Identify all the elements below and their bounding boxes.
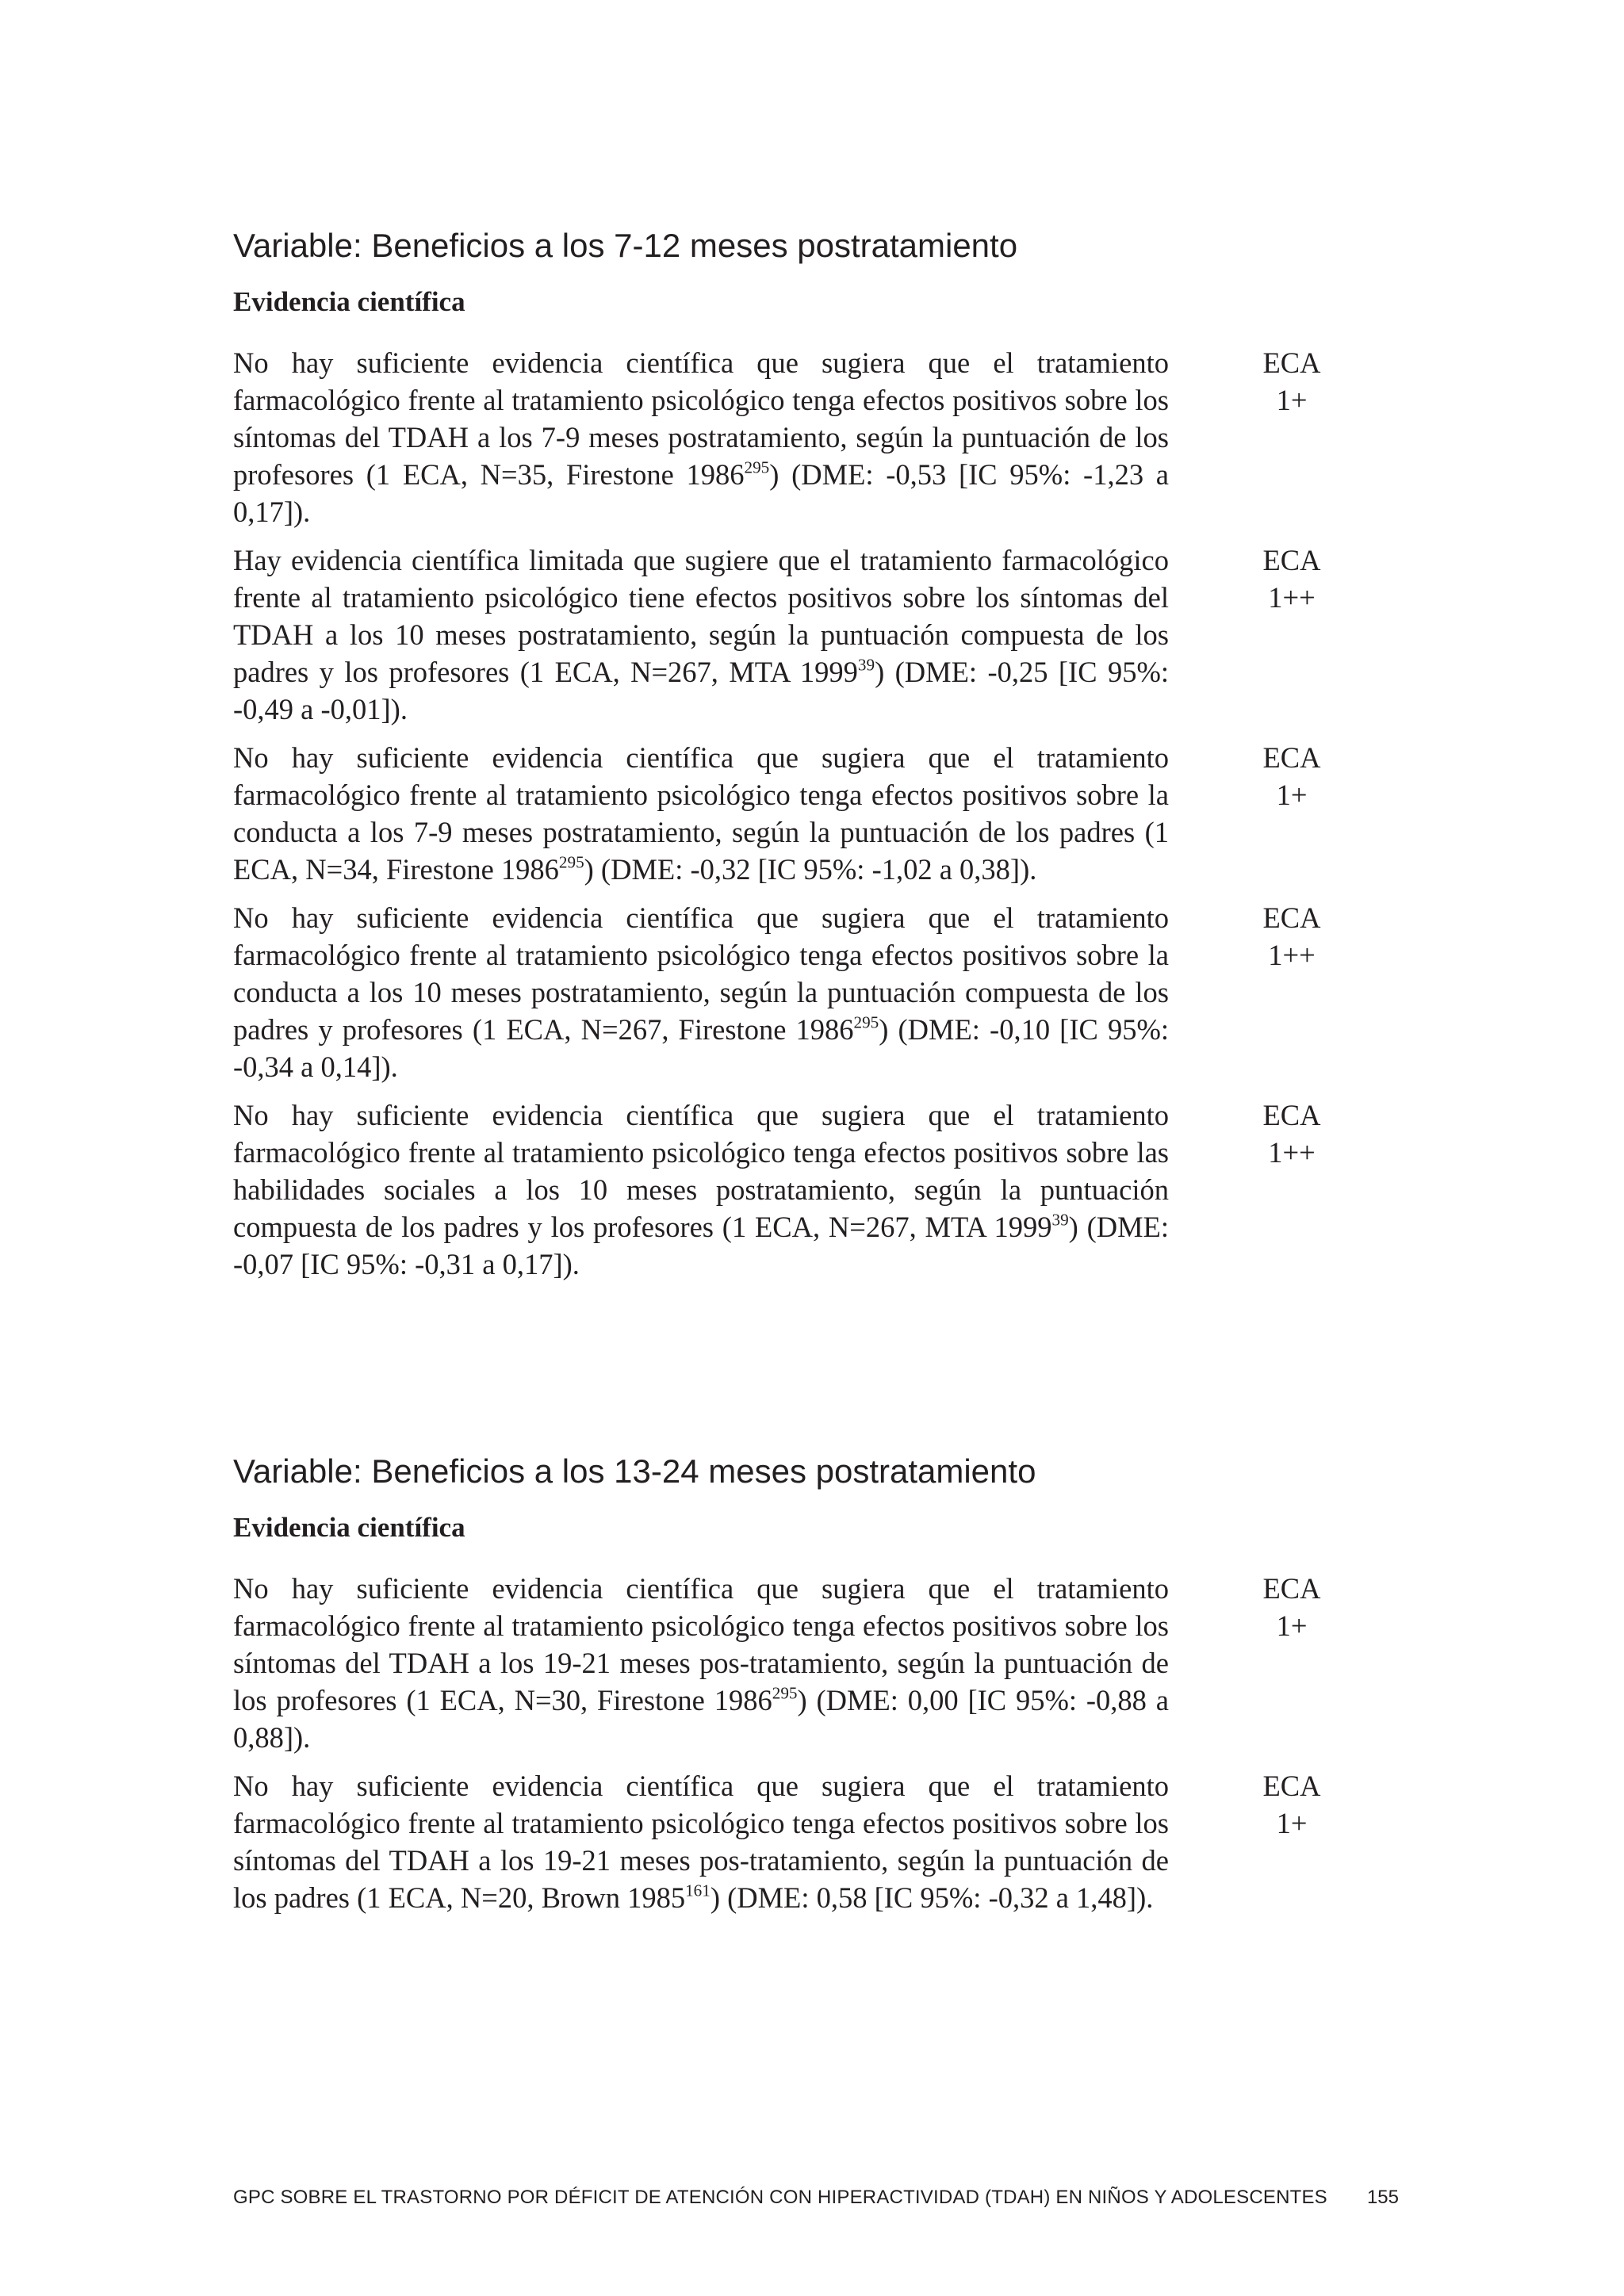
evidence-level: ECA 1++ (1262, 901, 1321, 971)
evidence-text: No hay suficiente evidencia científica que sugiera que el tratamiento farmacológico frente al tratamiento psicológico tenga efectos positivos sobre la conducta a los 7-9 meses postratamiento, según la puntuación de los padres (1 ECA, N=34, Firestone 1986$^{295}$) (DME: -0,32 [IC 95%: -1,02 a 0,38]). (233, 741, 1169, 886)
evidence-level: ECA 1++ (1262, 1099, 1321, 1169)
evidence-entry (233, 899, 1359, 1085)
footer-title: GPC SOBRE EL TRASTORNO POR DÉFICIT DE ATENCIÓN CON HIPERACTIVIDAD (TDAH) EN NIÑOS Y ADOLESCENTES (233, 2187, 1327, 2208)
reference-number: 39 (1051, 1210, 1069, 1230)
evidence-level: ECA 1+ (1262, 346, 1321, 416)
evidence-level: ECA 1+ (1262, 1572, 1321, 1642)
evidence-level: ECA 1++ (1262, 544, 1321, 614)
section-7-12-months (233, 224, 1359, 1294)
evidence-entry (233, 1570, 1359, 1756)
evidence-text: Hay evidencia científica limitada que sugiere que el tratamiento farmacológico frente al tratamiento psicológico tiene efectos positivos sobre los síntomas del TDAH a los 10 meses postratamiento, según la puntuación compuesta de los padres y los profesores (1 ECA, N=267, MTA 1999$^{39}$) (DME: -0,25 [IC 95%: -0,49 a -0,01]). (233, 544, 1169, 725)
section-title: Variable: Beneficios a los 13-24 meses postratamiento (233, 1452, 1036, 1490)
reference-number: 295 (744, 457, 770, 477)
evidence-entry (233, 1096, 1359, 1283)
section-13-24-months (233, 1449, 1359, 1927)
evidence-level: ECA 1+ (1262, 741, 1321, 811)
evidence-entry (233, 541, 1359, 728)
evidence-text: No hay suficiente evidencia científica que sugiera que el tratamiento farmacológico frente al tratamiento psicológico tenga efectos positivos sobre los síntomas del TDAH a los 19-21 meses pos-tratamiento, según la puntuación de los padres (1 ECA, N=20, Brown 1985$^{161}$) (DME: 0,58 [IC 95%: -0,32 a 1,48]). (233, 1770, 1169, 1914)
reference-number: 161 (685, 1881, 710, 1900)
evidence-entry (233, 1767, 1359, 1916)
page-number: 155 (1366, 2187, 1399, 2208)
reference-number: 295 (853, 1012, 879, 1032)
reference-number: 295 (558, 852, 584, 872)
evidence-text: No hay suficiente evidencia científica que sugiera que el tratamiento farmacológico frente al tratamiento psicológico tenga efectos positivos sobre los síntomas del TDAH a los 19-21 meses pos-tratamiento, según la puntuación de los profesores (1 ECA, N=30, Firestone 1986$^{295}$) (DME: 0,00 [IC 95%: -0,88 a 0,88]). (233, 1572, 1169, 1754)
reference-number: 295 (772, 1683, 798, 1703)
evidence-text: No hay suficiente evidencia científica que sugiera que el tratamiento farmacológico frente al tratamiento psicológico tenga efectos positivos sobre la conducta a los 10 meses postratamiento, según la puntuación compuesta de los padres y profesores (1 ECA, N=267, Firestone 1986$^{295}$) (DME: -0,10 [IC 95%: -0,34 a 0,14]). (233, 901, 1169, 1083)
evidence-heading: Evidencia científica (233, 286, 465, 317)
evidence-text: No hay suficiente evidencia científica que sugiera que el tratamiento farmacológico frente al tratamiento psicológico tenga efectos positivos sobre las habilidades sociales a los 10 meses postratamiento, según la puntuación compuesta de los padres y los profesores (1 ECA, N=267, MTA 1999$^{39}$) (DME: -0,07 [IC 95%: -0,31 a 0,17]). (233, 1099, 1169, 1280)
evidence-level: ECA 1+ (1262, 1770, 1321, 1839)
reference-number: 39 (857, 655, 875, 675)
section-title: Variable: Beneficios a los 7-12 meses postratamiento (233, 227, 1018, 264)
evidence-heading: Evidencia científica (233, 1512, 465, 1543)
evidence-entry (233, 344, 1359, 530)
evidence-entry (233, 739, 1359, 888)
evidence-text: No hay suficiente evidencia científica que sugiera que el tratamiento farmacológico frente al tratamiento psicológico tenga efectos positivos sobre los síntomas del TDAH a los 7-9 meses postratamiento, según la puntuación de los profesores (1 ECA, N=35, Firestone 1986$^{295}$) (DME: -0,53 [IC 95%: -1,23 a 0,17]). (233, 346, 1169, 528)
